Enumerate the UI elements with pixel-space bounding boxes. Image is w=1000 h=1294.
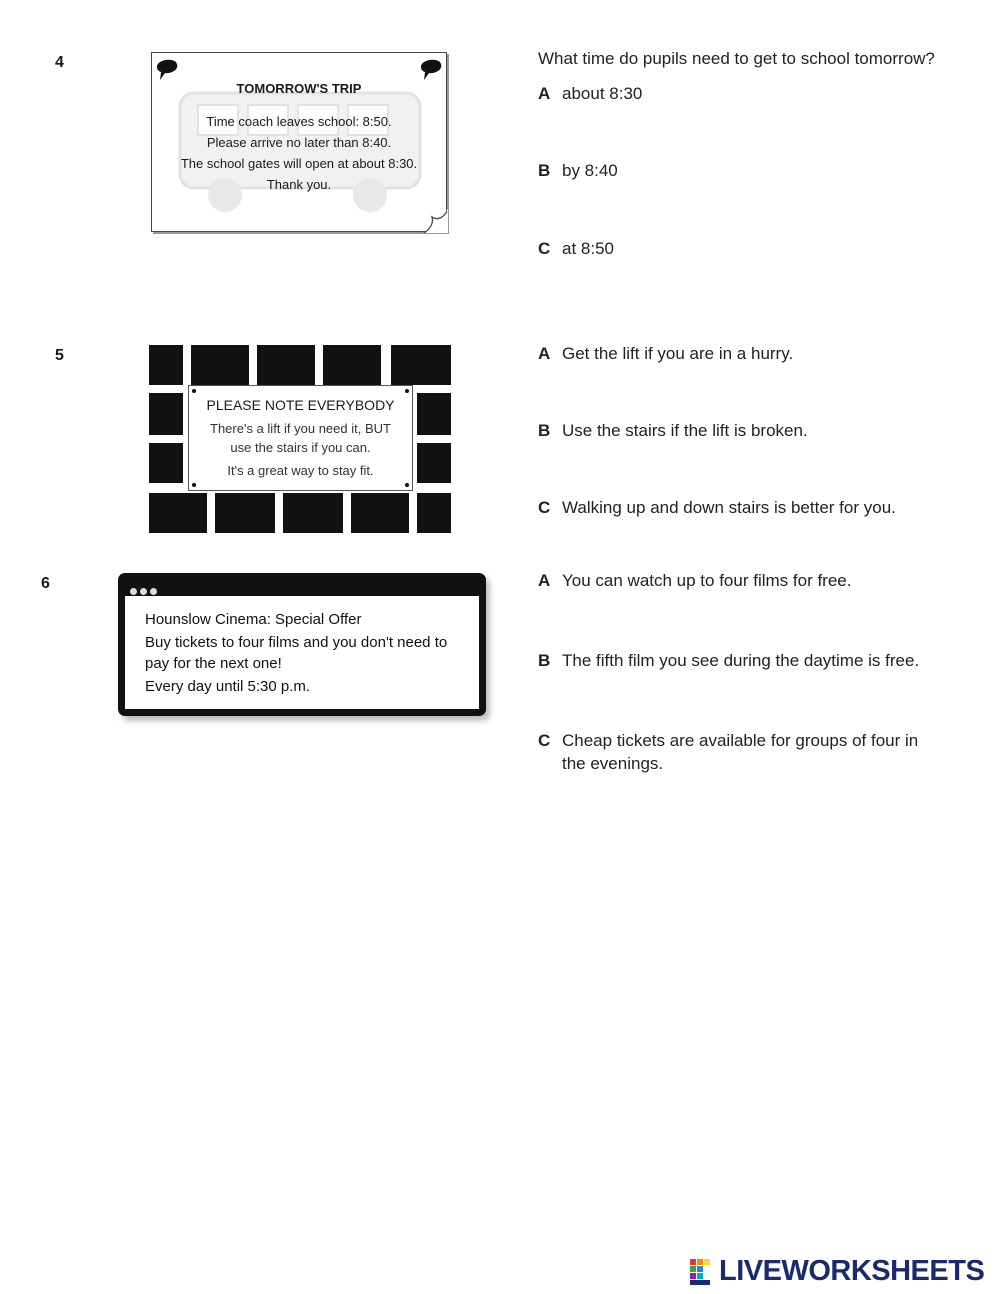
- notice-line: Thank you.: [266, 177, 332, 192]
- logo-text: LIVEWORKSHEETS: [719, 1255, 985, 1287]
- answer-option[interactable]: [538, 159, 618, 182]
- tile: [417, 443, 451, 483]
- offer-title: Hounslow Cinema: Special Offer: [145, 611, 362, 628]
- pin-icon: [154, 55, 180, 81]
- logo-blocks-icon: [690, 1259, 716, 1285]
- option-text: Walking up and down stairs is better for you.: [562, 498, 896, 517]
- pin-dot-icon: [405, 389, 409, 393]
- notice-line: It's a great way to stay fit.: [227, 463, 374, 478]
- option-text-line: the evenings.: [562, 754, 664, 773]
- tile: [215, 493, 275, 533]
- tile: [149, 493, 207, 533]
- tile: [351, 493, 409, 533]
- option-text: Use the stairs if the lift is broken.: [562, 421, 808, 440]
- option-letter: B: [538, 651, 551, 670]
- answer-option[interactable]: [538, 342, 793, 365]
- tile: [323, 345, 381, 385]
- notice-line: The school gates will open at about 8:30.: [180, 156, 418, 171]
- notice-card: [188, 385, 413, 491]
- trip-notice: [151, 52, 447, 232]
- answer-option[interactable]: [538, 419, 808, 442]
- answer-option[interactable]: [538, 569, 851, 592]
- pin-dot-icon: [192, 389, 196, 393]
- tile: [149, 393, 183, 435]
- tile: [283, 493, 343, 533]
- page-curl-icon: [420, 209, 448, 233]
- offer-line: pay for the next one!: [145, 655, 282, 672]
- option-letter: C: [538, 239, 551, 258]
- notice-title: TOMORROW'S TRIP: [236, 81, 362, 96]
- notice-line: Time coach leaves school: 8:50.: [206, 114, 392, 129]
- offer-line: Buy tickets to four films and you don't need to: [145, 634, 448, 651]
- tile: [191, 345, 249, 385]
- option-letter: C: [538, 731, 551, 750]
- answer-option[interactable]: [538, 496, 896, 519]
- option-letter: A: [538, 571, 551, 590]
- liveworksheets-logo: [690, 1255, 984, 1288]
- answer-option[interactable]: [538, 649, 919, 672]
- option-letter: B: [538, 161, 551, 180]
- question-text: What time do pupils need to get to school tomorrow?: [538, 49, 935, 68]
- answer-option[interactable]: [538, 237, 614, 260]
- cinema-offer-body: [125, 596, 479, 709]
- option-letter: C: [538, 498, 551, 517]
- option-text: about 8:30: [562, 84, 643, 103]
- option-text: at 8:50: [562, 239, 614, 258]
- option-text: You can watch up to four films for free.: [562, 571, 852, 590]
- offer-line: Every day until 5:30 p.m.: [145, 678, 311, 695]
- tile: [149, 345, 183, 385]
- pin-dot-icon: [405, 483, 409, 487]
- stairs-notice: [149, 345, 451, 533]
- bus-watermark-icon: [170, 83, 430, 223]
- pin-dot-icon: [192, 483, 196, 487]
- notice-line: use the stairs if you can.: [230, 440, 371, 455]
- option-letter: B: [538, 421, 551, 440]
- answer-option[interactable]: [538, 729, 918, 775]
- option-text: Get the lift if you are in a hurry.: [562, 344, 794, 363]
- notice-title: PLEASE NOTE EVERYBODY: [206, 397, 395, 413]
- question-number-6: 6: [41, 575, 50, 592]
- cinema-offer-window: [118, 573, 486, 716]
- question-number-5: 5: [55, 347, 64, 364]
- notice-line: There's a lift if you need it, BUT: [210, 421, 391, 436]
- tile: [391, 345, 451, 385]
- option-letter: A: [538, 344, 551, 363]
- option-letter: A: [538, 84, 551, 103]
- option-text: The fifth film you see during the daytime is free.: [562, 651, 920, 670]
- tile: [417, 493, 451, 533]
- question-number-4: 4: [55, 54, 64, 71]
- notice-line: Please arrive no later than 8:40.: [206, 135, 392, 150]
- option-text: by 8:40: [562, 161, 618, 180]
- tile: [257, 345, 315, 385]
- option-text-line: Cheap tickets are available for groups of four in: [562, 731, 919, 750]
- option-text: [562, 729, 918, 775]
- tile: [417, 393, 451, 435]
- answer-option[interactable]: [538, 82, 642, 105]
- tile: [149, 443, 183, 483]
- pin-icon: [418, 55, 444, 81]
